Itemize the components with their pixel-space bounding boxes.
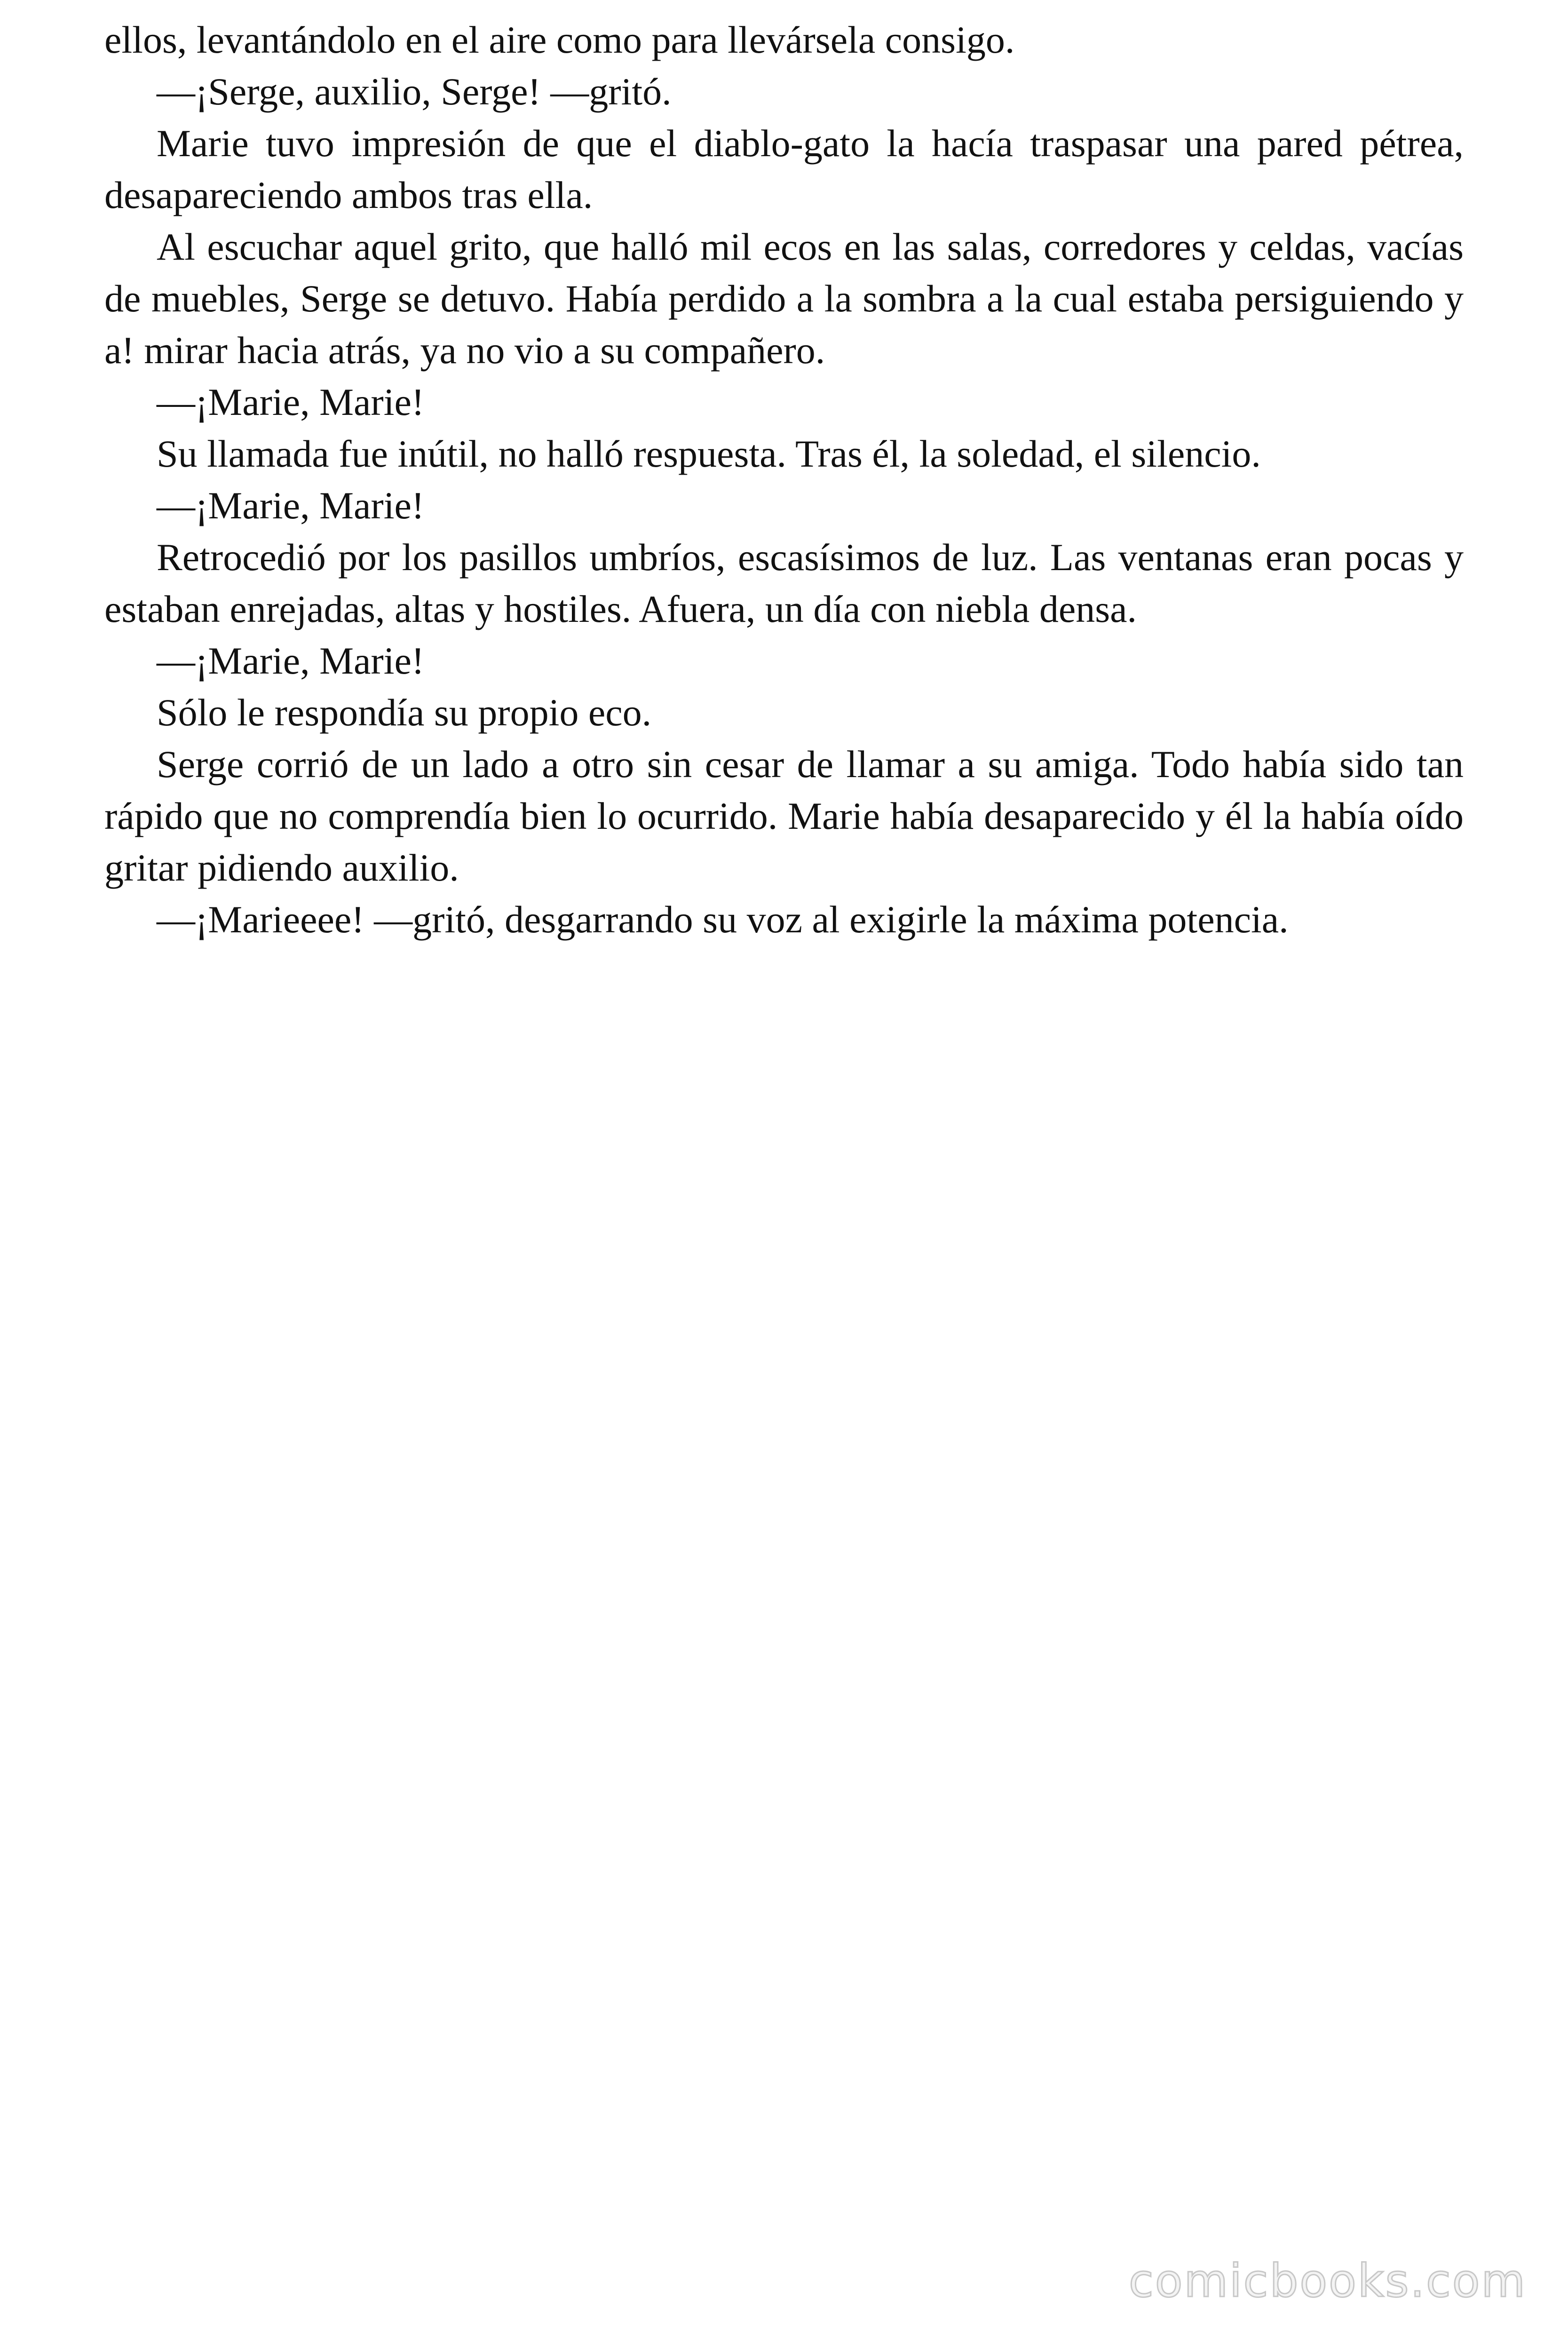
paragraph-7: —¡Marie, Marie! (157, 484, 425, 527)
paragraph-3: Marie tuvo impresión de que el diablo-gato la hacía traspasar una pared pétrea, desapareciendo ambos tras ella. (104, 122, 1464, 216)
paragraph-5: —¡Marie, Marie! (157, 381, 425, 423)
paragraph-9: —¡Marie, Marie! (157, 639, 425, 682)
paragraph-2: —¡Serge, auxilio, Serge! —gritó. (157, 70, 672, 113)
body-text (104, 14, 1464, 946)
watermark: comicbooks.com (1128, 2255, 1527, 2307)
paragraph-1: ellos, levantándolo en el aire como para llevársela consigo. (104, 18, 1015, 61)
paragraph-12: —¡Marieeee! —gritó, desgarrando su voz al exigirle la máxima potencia. (157, 898, 1289, 941)
paragraph-6: Su llamada fue inútil, no halló respuesta. Tras él, la soledad, el silencio. (157, 432, 1261, 475)
paragraph-10: Sólo le respondía su propio eco. (157, 691, 652, 734)
paragraph-4: Al escuchar aquel grito, que halló mil ecos en las salas, corredores y celdas, vacías de muebles, Serge se detuvo. Había perdido a la sombra a la cual estaba persiguiendo y a! mirar hacia atrás, ya no vio a su compañero. (104, 225, 1464, 372)
paragraph-11: Serge corrió de un lado a otro sin cesar de llamar a su amiga. Todo había sido tan rápido que no comprendía bien lo ocurrido. Marie había desaparecido y él la había oído gritar pidiendo auxilio. (104, 743, 1464, 889)
paragraph-8: Retrocedió por los pasillos umbríos, escasísimos de luz. Las ventanas eran pocas y estaban enrejadas, altas y hostiles. Afuera, un día con niebla densa. (104, 536, 1464, 630)
